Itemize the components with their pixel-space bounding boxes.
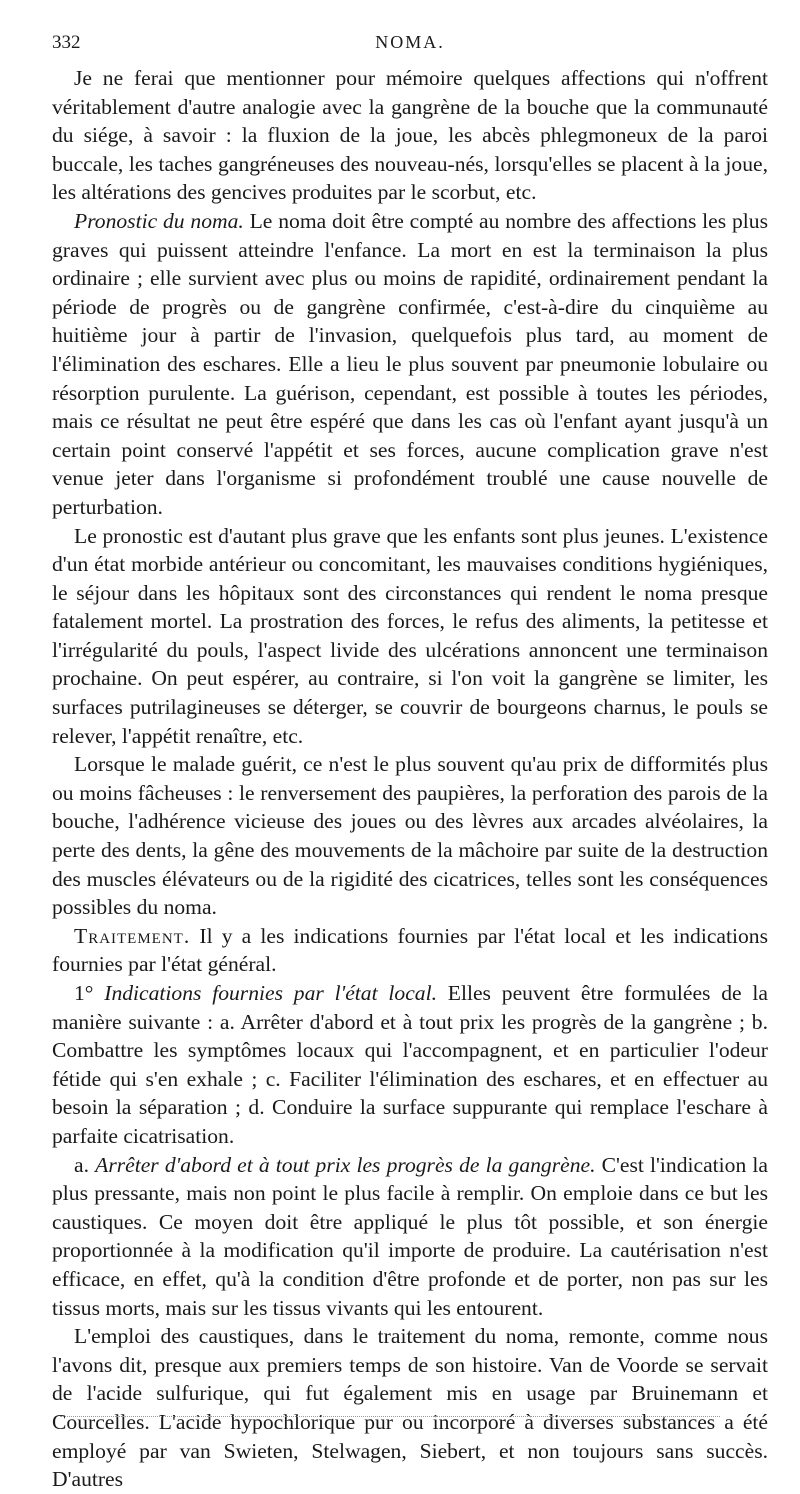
footer-rule [60,1416,720,1417]
paragraph-text: Le pronostic est d'autant plus grave que les enfants sont plus jeunes. L'existence d'un état morbide antérieur ou concomitant, les mauvaises conditions hygiéniques, le séjour dans les hôpitaux sont des circonstances qui rendent le noma presque fatalement mortel. La prostration des forces, le refus des aliments, la petitesse et l'irrégularité du pouls, l'aspect livide des ulcérations annoncent une terminaison prochaine. On peut espérer, au contraire, si l'on voit la gangrène se limiter, les surfaces putrilagineuses se déterger, se couvrir de bourgeons charnus, le pouls se relever, l'appétit renaître, etc. [52,523,768,748]
paragraph-intro [52,64,768,207]
subsection-heading-indications: Indications fournies par l'état local. [104,981,437,1005]
paragraph-pronostic [52,207,768,522]
running-title: NOMA. [375,32,445,52]
page-number: 332 [52,32,81,53]
body-text [52,64,768,1494]
paragraph-traitement [52,922,768,979]
paragraph-indications-locales [52,979,768,1151]
section-heading-traitement: Traitement. [74,923,191,948]
book-page [52,26,768,1494]
paragraph-arreter-gangrene [52,1151,768,1323]
paragraph-guerison [52,750,768,922]
paragraph-number: 1° [74,981,105,1005]
page-header [52,26,768,64]
paragraph-letter: a. [74,1152,96,1177]
paragraph-text: C'est l'indication la plus pressante, mais non point le plus facile à remplir. On emploie dans ce but les caustiques. Ce moyen doit être appliqué le plus tôt possible, et son énergie proportionnée à la modification qu'il importe de produire. La cautérisation n'est efficace, en effet, qu'à la condition d'être profonde et de porter, non pas sur les tissus morts, mais sur les tissus vivants qui les entourent. [52,1152,768,1320]
paragraph-text: Elles peuvent être formulées de la manière suivante : a. Arrêter d'abord et à tout prix les progrès de la gangrène ; b. Combattre les symptômes locaux qui l'accompagnent, et en particulier l'odeur fétide qui s'en exhale ; c. Faciliter l'élimination des eschares, et en effectuer au besoin la séparation ; d. Conduire la surface suppurante qui remplace l'eschare à parfaite cicatrisation. [52,981,769,1148]
subsection-heading-arreter: Arrêter d'abord et à tout prix les progrès de la gangrène. [95,1152,596,1177]
paragraph-text: Lorsque le malade guérit, ce n'est le plus souvent qu'au prix de difformités plus ou moins fâcheuses : le renversement des paupières, la perforation des parois de la bouche, l'adhérence vicieuse des joues ou des lèvres aux arcades alvéolaires, la perte des dents, la gêne des mouvements de la mâchoire par suite de la destruction des muscles élévateurs ou de la rigidité des cicatrices, telles sont les conséquences possibles du noma. [52,752,768,920]
paragraph-pronostic-grave [52,522,768,751]
paragraph-text: Je ne ferai que mentionner pour mémoire quelques affections qui n'offrent véritablement d'autre analogie avec la gangrène de la bouche que la communauté du siége, à savoir : la fluxion de la joue, les abcès phlegmoneux de la paroi buccale, les taches gangréneuses des nouveau-nés, lorsqu'elles se placent à la joue, les altérations des gencives produites par le scorbut, etc. [52,66,768,205]
paragraph-caustiques [52,1322,768,1494]
section-heading-pronostic: Pronostic du noma. [74,208,244,233]
paragraph-text: L'emploi des caustiques, dans le traitement du noma, remonte, comme nous l'avons dit, presque aux premiers temps de son histoire. Van de Voorde se servait de l'acide sulfurique, qui fut également mis en usage par Bruinemann et Courcelles. L'acide hypochlorique pur ou incorporé à diverses substances a été employé par van Swieten, Stelwagen, Siebert, et non toujours sans succès. D'autres [52,1324,768,1492]
paragraph-text: Il y a les indications fournies par l'état local et les indications fournies par l'état général. [52,923,768,977]
paragraph-text: Le noma doit être compté au nombre des affections les plus graves qui puissent atteindre l'enfance. La mort en est la terminaison la plus ordinaire ; elle survient avec plus ou moins de rapidité, ordinairement pendant la période de progrès ou de gangrène confirmée, c'est-à-dire du cinquième au huitième jour à partir de l'invasion, quelquefois plus tard, au moment de l'élimination des eschares. Elle a lieu le plus souvent par pneumonie lobulaire ou résorption purulente. La guérison, cependant, est possible à toutes les périodes, mais ce résultat ne peut être espéré que dans les cas où l'enfant ayant jusqu'à un certain point conservé l'appétit et ses forces, aucune complication grave n'est venue jeter dans l'organisme si profondément troublé une cause nouvelle de perturbation. [52,208,768,519]
